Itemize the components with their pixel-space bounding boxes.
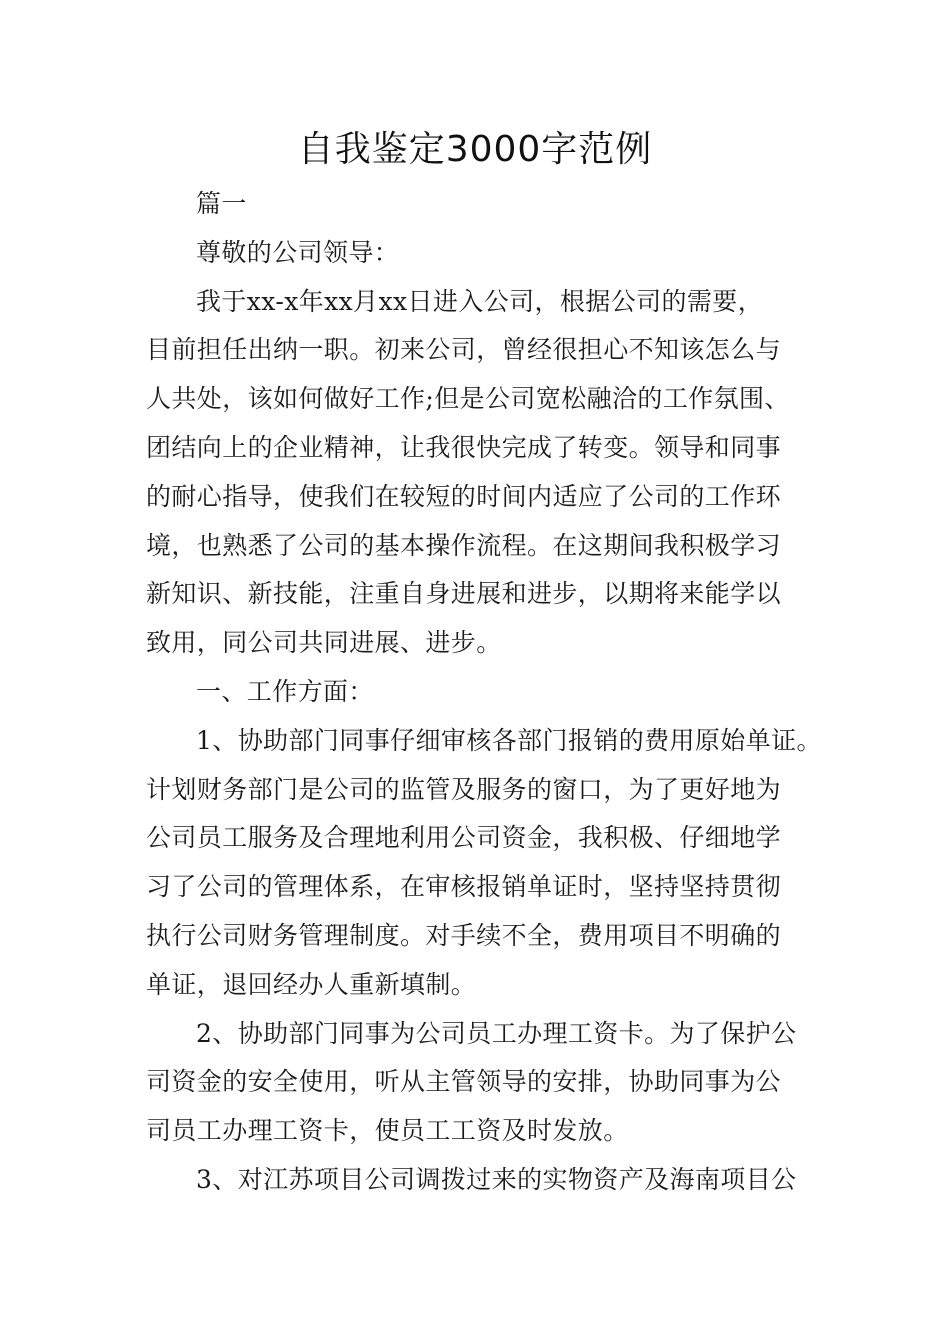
paragraph-item-2 [146, 1010, 806, 1156]
text-line: 习了公司的管理体系，在审核报销单证时，坚持坚持贯彻 [146, 872, 782, 902]
text-line: 我于xx-x年xx月xx日进入公司，根据公司的需要， [196, 286, 764, 316]
text-line: 团结向上的企业精神，让我很快完成了转变。领导和同事 [146, 432, 782, 462]
text-line: 篇一 [196, 189, 247, 218]
paragraph-item-1 [146, 717, 822, 1010]
text-line: 1、协助部门同事仔细审核各部门报销的费用原始单证。 [196, 725, 822, 755]
text-line: 司员工办理工资卡，使员工工资及时发放。 [146, 1116, 629, 1146]
paragraph-heading [146, 180, 806, 229]
text-line: 执行公司财务管理制度。对手续不全，费用项目不明确的 [146, 920, 782, 950]
paragraph-item-3 [146, 1156, 806, 1205]
text-line: 单证，退回经办人重新填制。 [146, 969, 477, 999]
text-line: 人共处，该如何做好工作;但是公司宽松融洽的工作氛围、 [146, 384, 790, 414]
text-line: 2、协助部门同事为公司员工办理工资卡。为了保护公 [196, 1018, 797, 1048]
text-line: 司资金的安全使用，听从主管领导的安排，协助同事为公 [146, 1067, 782, 1097]
text-line: 公司员工服务及合理地利用公司资金，我积极、仔细地学 [146, 823, 782, 853]
text-line: 尊敬的公司领导： [196, 237, 400, 267]
section-heading-work [146, 668, 806, 717]
text-line: 境，也熟悉了公司的基本操作流程。在这期间我积极学习 [146, 530, 782, 560]
text-line: 一、工作方面： [196, 676, 374, 706]
text-line: 计划财务部门是公司的监管及服务的窗口，为了更好地为 [146, 774, 782, 804]
paragraph-intro [146, 278, 806, 668]
text-line: 目前担任出纳一职。初来公司，曾经很担心不知该怎么与 [146, 335, 782, 365]
document-body [146, 180, 822, 1205]
text-line: 3、对江苏项目公司调拨过来的实物资产及海南项目公 [196, 1164, 797, 1194]
paragraph-salutation [146, 229, 806, 278]
text-line: 致用，同公司共同进展、进步。 [146, 628, 502, 658]
text-line: 新知识、新技能，注重自身进展和进步，以期将来能学以 [146, 579, 782, 609]
text-line: 的耐心指导，使我们在较短的时间内适应了公司的工作环 [146, 481, 782, 511]
document-title: 自我鉴定3000字范例 [297, 129, 653, 170]
